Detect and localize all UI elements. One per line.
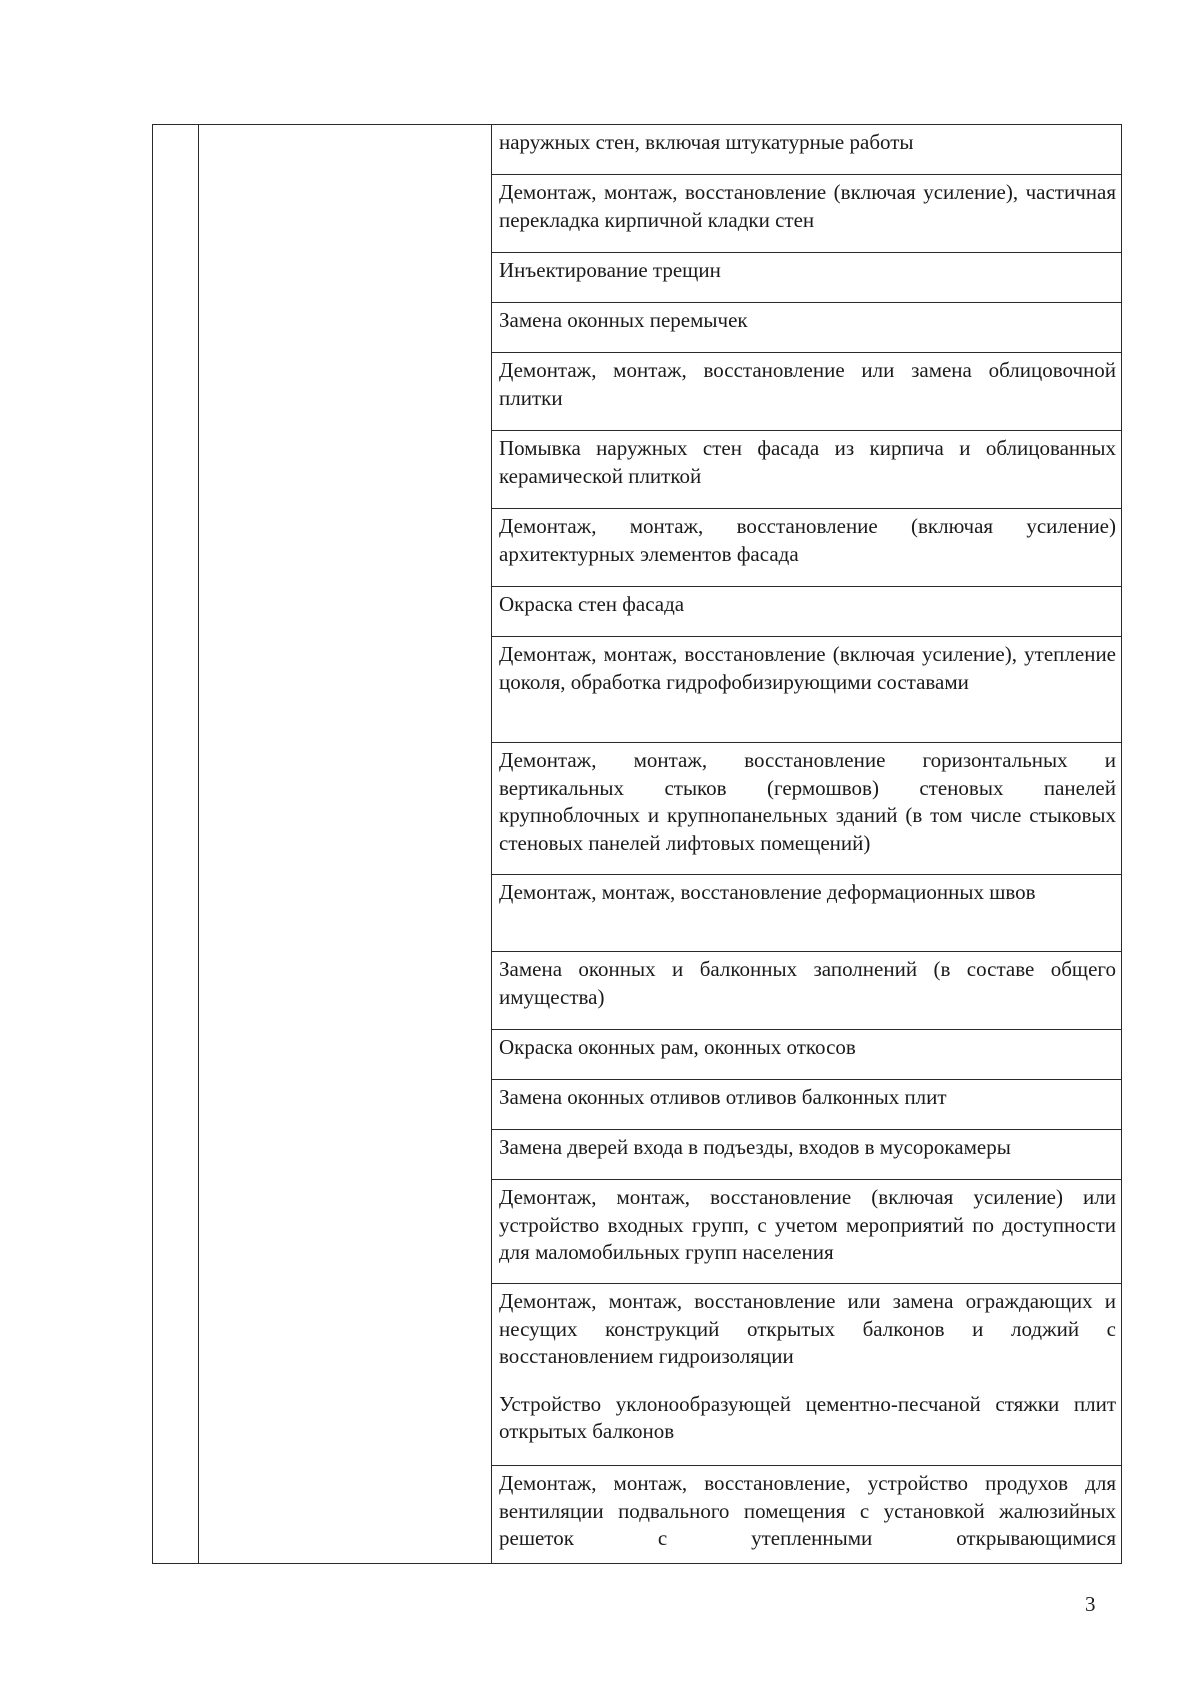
table-column-works — [492, 125, 1121, 1563]
work-item-text: Демонтаж, монтаж, восстановление или замена ограждающих и несущих конструкций открытых балконов и лоджий с восстановлением гидроизоляции — [499, 1289, 1116, 1368]
work-item-text: Демонтаж, монтаж, восстановление, устройство продухов для вентиляции подвального помещения с установкой жалюзийных решеток с утепленными открывающимися — [499, 1471, 1116, 1550]
work-item-text: наружных стен, включая штукатурные работы — [499, 130, 914, 154]
table-row — [492, 353, 1121, 431]
work-item-text: Демонтаж, монтаж, восстановление (включая усиление), частичная перекладка кирпичной кладки стен — [499, 180, 1116, 232]
table-row — [492, 125, 1121, 175]
work-item-text: Демонтаж, монтаж, восстановление (включая усиление), утепление цоколя, обработка гидрофобизирующими составами — [499, 642, 1116, 694]
table-row — [492, 1466, 1121, 1563]
table-row — [492, 509, 1121, 587]
table-row — [492, 743, 1121, 875]
table-row — [492, 253, 1121, 303]
work-item-text: Окраска стен фасада — [499, 592, 685, 616]
table-row — [492, 1080, 1121, 1130]
table-row — [492, 1030, 1121, 1080]
table-row — [492, 637, 1121, 743]
works-table — [152, 124, 1122, 1564]
work-item-text: Окраска оконных рам, оконных откосов — [499, 1035, 856, 1059]
table-column-element — [199, 125, 492, 1563]
table-row — [492, 1130, 1121, 1180]
table-row — [492, 431, 1121, 509]
page-number: 3 — [1085, 1592, 1096, 1616]
table-column-number — [153, 125, 199, 1563]
work-item-text: Устройство уклонообразующей цементно-песчаной стяжки плит открытых балконов — [499, 1391, 1116, 1443]
table-row — [492, 303, 1121, 353]
table-row — [492, 1284, 1121, 1466]
work-item-text: Замена оконных перемычек — [499, 308, 748, 332]
work-item-text: Замена оконных отливов отливов балконных плит — [499, 1085, 947, 1109]
work-item-text: Помывка наружных стен фасада из кирпича и облицованных керамической плиткой — [499, 436, 1116, 488]
work-item-text: Демонтаж, монтаж, восстановление деформационных швов — [499, 880, 1036, 904]
work-item-text: Демонтаж, монтаж, восстановление (включая усиление) архитектурных элементов фасада — [499, 514, 1116, 566]
work-item-text: Инъектирование трещин — [499, 258, 721, 282]
work-item-text: Демонтаж, монтаж, восстановление или замена облицовочной плитки — [499, 358, 1116, 410]
work-item-text: Замена оконных и балконных заполнений (в составе общего имущества) — [499, 957, 1116, 1009]
table-row — [492, 175, 1121, 253]
table-row — [492, 587, 1121, 637]
table-row — [492, 875, 1121, 952]
work-item-text: Демонтаж, монтаж, восстановление горизонтальных и вертикальных стыков (гермошвов) стеновых панелей крупноблочных и крупнопанельных зданий (в том числе стыковых стеновых панелей лифтовых помещений) — [499, 748, 1116, 855]
table-row — [492, 952, 1121, 1030]
work-item-text: Демонтаж, монтаж, восстановление (включая усиление) или устройство входных групп, с учетом мероприятий по доступности для маломобильных групп населения — [499, 1185, 1116, 1264]
work-item-text: Замена дверей входа в подъезды, входов в мусорокамеры — [499, 1135, 1011, 1159]
table-row — [492, 1180, 1121, 1284]
